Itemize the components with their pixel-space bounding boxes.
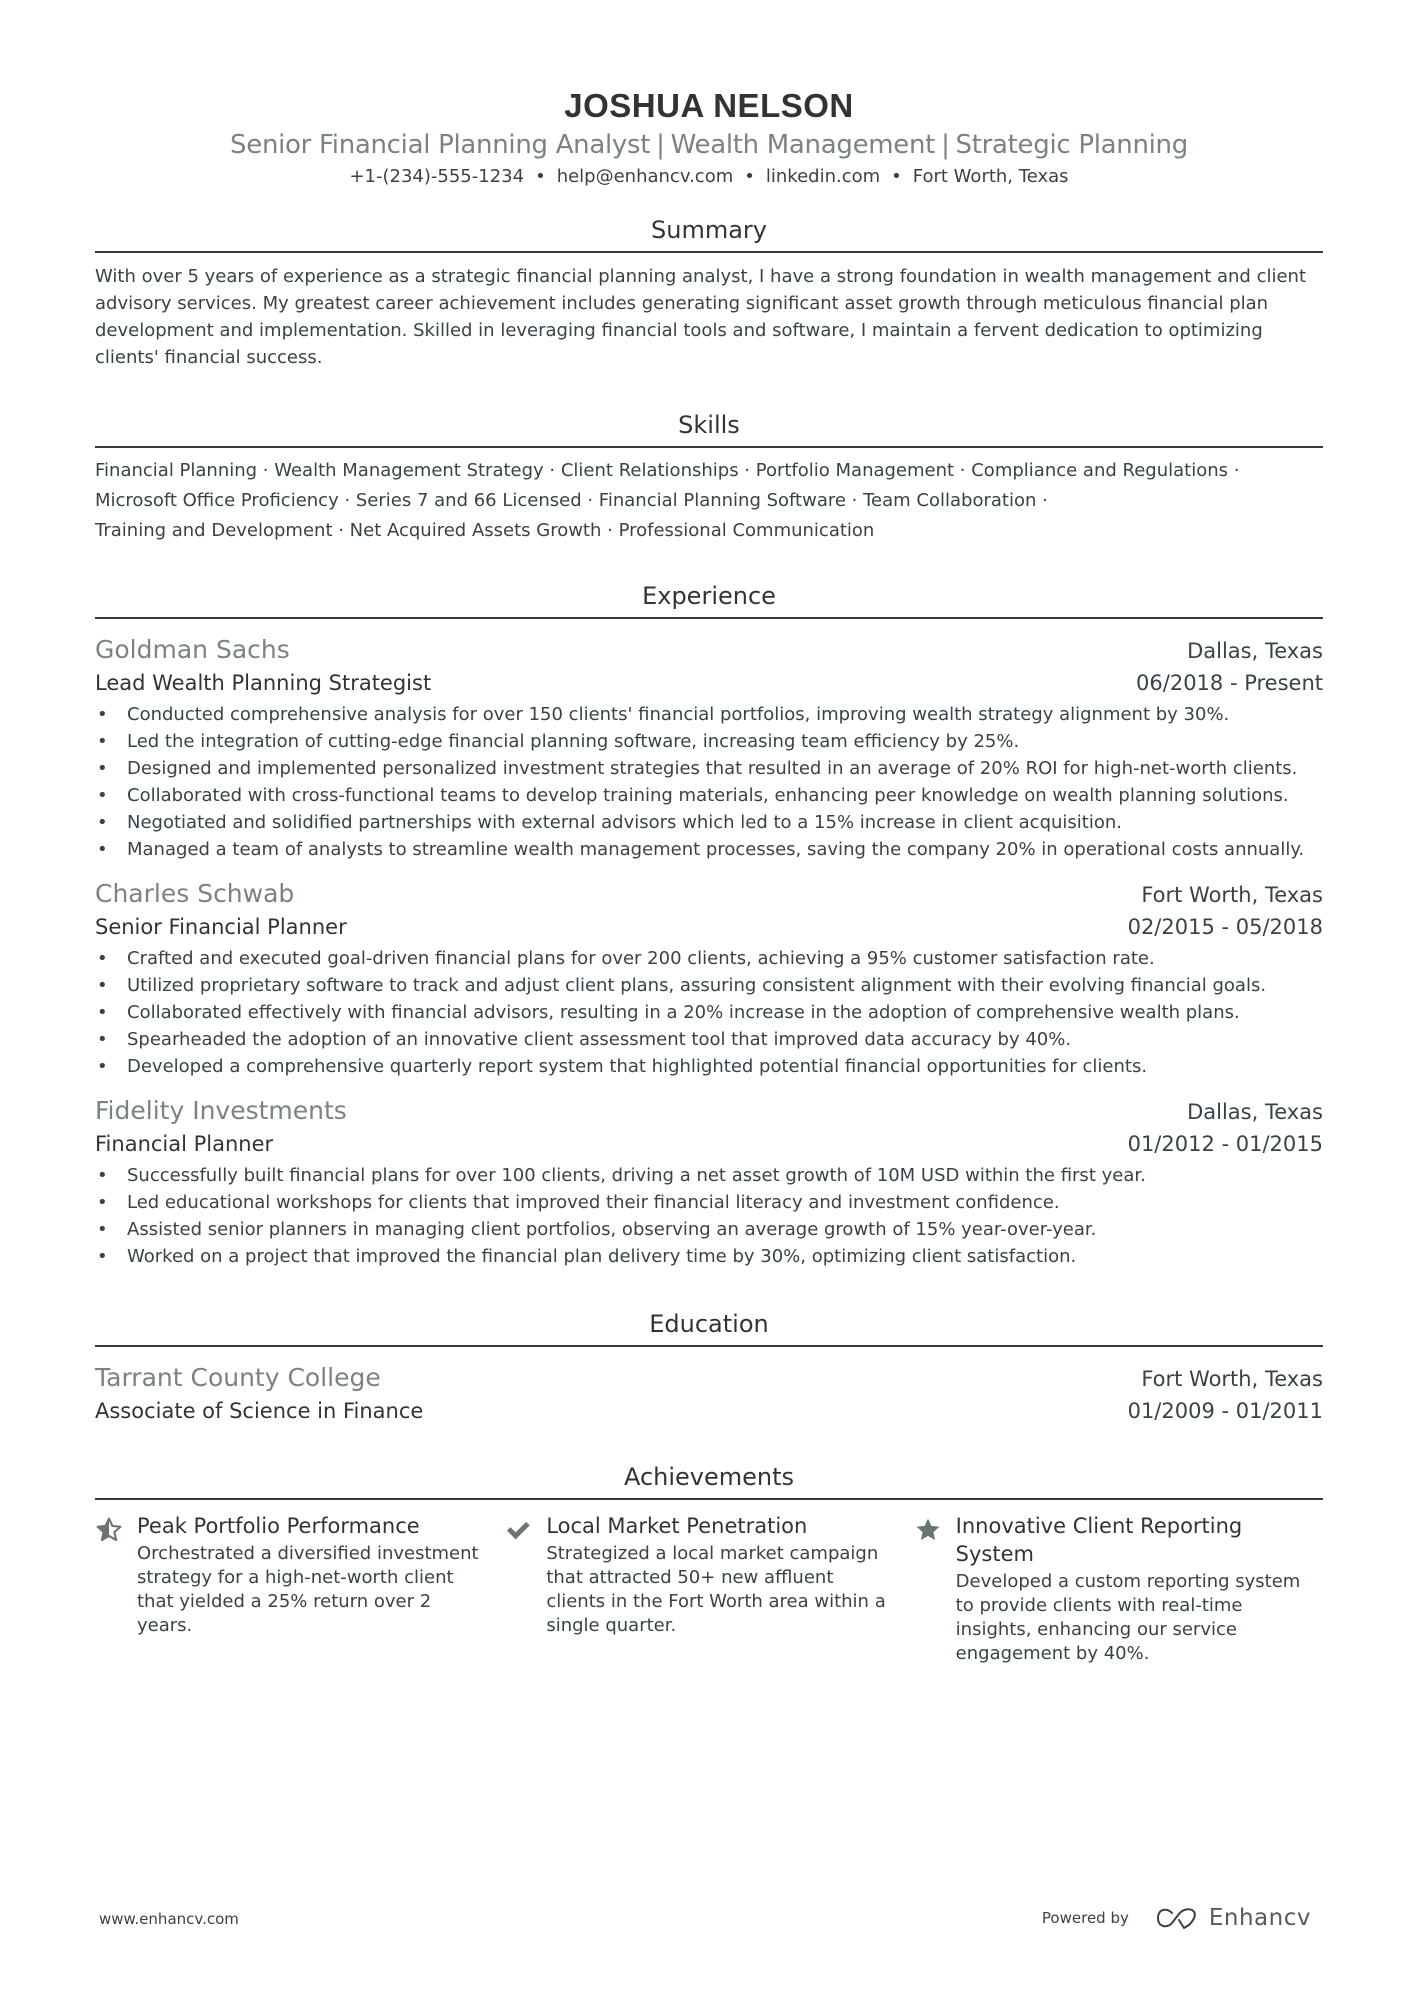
achievement-description: Strategized a local market campaign that attracted 50+ new affluent clients in the Fort Worth area within a single quarter. xyxy=(546,1543,886,1636)
star-half-icon xyxy=(95,1512,137,1548)
bullet-item: • Conducted comprehensive analysis for over 150 clients' financial portfolios, improving wealth strategy alignment by 30%. xyxy=(95,701,1323,728)
skills-line: Training and Development · Net Acquired Assets Growth · Professional Communication xyxy=(95,520,875,541)
headline-title: Senior Financial Planning Analyst xyxy=(230,130,651,160)
bullet-item: • Utilized proprietary software to track and adjust client plans, assuring consistent alignment with their evolving financial goals. xyxy=(95,972,1323,999)
company-name: Charles Schwab xyxy=(95,879,295,908)
job-title: Financial Planner xyxy=(95,1132,274,1156)
bullet-item: • Managed a team of analysts to streamline wealth management processes, saving the company 20% in operational costs annually. xyxy=(95,836,1323,863)
school-location: Fort Worth, Texas xyxy=(1141,1367,1323,1391)
headline-separator: | xyxy=(656,130,665,160)
star-icon xyxy=(914,1512,956,1548)
contact-phone[interactable]: +1-(234)-555-1234 xyxy=(349,166,525,187)
powered-by[interactable] xyxy=(1042,1905,1311,1931)
education-dates: 01/2009 - 01/2011 xyxy=(1127,1399,1323,1423)
achievement-description: Orchestrated a diversified investment strategy for a high-net-worth client that yielded a 25% return over 2 years. xyxy=(137,1543,479,1636)
summary-section xyxy=(95,214,1323,371)
bullet-item: • Successfully built financial plans for over 100 clients, driving a net asset growth of 10M USD within the first year. xyxy=(95,1162,1323,1189)
achievement-title: Peak Portfolio Performance xyxy=(137,1514,420,1538)
experience-entry xyxy=(95,1094,1323,1270)
skills-line: Microsoft Office Proficiency · Series 7 and 66 Licensed · Financial Planning Software · Team Collaboration · xyxy=(95,490,1048,511)
candidate-name: JOSHUA NELSON xyxy=(564,87,854,124)
section-title-education: Education xyxy=(95,1308,1323,1347)
bullet-item: • Negotiated and solidified partnerships with external advisors which led to a 15% increase in client acquisition. xyxy=(95,809,1323,836)
job-location: Dallas, Texas xyxy=(1187,639,1323,663)
bullet-item: • Assisted senior planners in managing client portfolios, observing an average growth of 15% year-over-year. xyxy=(95,1216,1323,1243)
bullet-item: • Spearheaded the adoption of an innovative client assessment tool that improved data accuracy by 40%. xyxy=(95,1026,1323,1053)
contact-info xyxy=(95,164,1323,190)
contact-separator: • xyxy=(535,166,546,187)
job-title: Senior Financial Planner xyxy=(95,915,347,939)
bullet-item: • Collaborated with cross-functional teams to develop training materials, enhancing peer knowledge on wealth planning solutions. xyxy=(95,782,1323,809)
resume-header xyxy=(95,0,1323,190)
job-bullets xyxy=(95,701,1323,863)
bullet-item: • Crafted and executed goal-driven financial plans for over 200 clients, achieving a 95% customer satisfaction rate. xyxy=(95,945,1323,972)
page-footer xyxy=(99,1905,1311,1935)
achievement-title: Innovative Client Reporting System xyxy=(955,1514,1243,1566)
job-bullets xyxy=(95,1162,1323,1270)
experience-entry xyxy=(95,633,1323,863)
education-entry xyxy=(95,1361,1323,1427)
job-dates: 06/2018 - Present xyxy=(1136,671,1323,695)
job-dates: 02/2015 - 05/2018 xyxy=(1127,915,1323,939)
bullet-item: • Worked on a project that improved the financial plan delivery time by 30%, optimizing client satisfaction. xyxy=(95,1243,1323,1270)
job-dates: 01/2012 - 01/2015 xyxy=(1127,1132,1323,1156)
job-location: Fort Worth, Texas xyxy=(1141,883,1323,907)
company-name: Fidelity Investments xyxy=(95,1096,347,1125)
contact-email[interactable]: help@enhancv.com xyxy=(556,166,734,187)
headline-focus-1: Wealth Management xyxy=(670,130,936,160)
job-title: Lead Wealth Planning Strategist xyxy=(95,671,432,695)
achievement-title: Local Market Penetration xyxy=(546,1514,808,1538)
bullet-item: • Developed a comprehensive quarterly report system that highlighted potential financial opportunities for clients. xyxy=(95,1053,1323,1080)
achievement-item xyxy=(504,1512,913,1666)
headline-separator: | xyxy=(941,130,950,160)
degree: Associate of Science in Finance xyxy=(95,1399,424,1423)
achievements-section xyxy=(95,1461,1323,1666)
headline-focus-2: Strategic Planning xyxy=(955,130,1188,160)
achievement-description: Developed a custom reporting system to provide clients with real-time insights, enhancing our service engagement by 40%. xyxy=(955,1571,1301,1664)
bullet-item: • Collaborated effectively with financial advisors, resulting in a 20% increase in the adoption of comprehensive wealth plans. xyxy=(95,999,1323,1026)
enhancv-brand-name: Enhancv xyxy=(1208,1905,1311,1931)
contact-separator: • xyxy=(891,166,902,187)
job-location: Dallas, Texas xyxy=(1187,1100,1323,1124)
school-name: Tarrant County College xyxy=(95,1363,381,1392)
section-title-achievements: Achievements xyxy=(95,1461,1323,1500)
achievement-item xyxy=(914,1512,1323,1666)
achievement-item xyxy=(95,1512,504,1666)
bullet-item: • Led educational workshops for clients that improved their financial literacy and investment confidence. xyxy=(95,1189,1323,1216)
enhancv-logo-icon xyxy=(1155,1906,1201,1930)
section-title-skills: Skills xyxy=(95,409,1323,448)
checkmark-icon xyxy=(504,1512,546,1548)
headline xyxy=(95,128,1323,162)
section-title-experience: Experience xyxy=(95,580,1323,619)
education-section xyxy=(95,1308,1323,1427)
contact-linkedin[interactable]: linkedin.com xyxy=(765,166,881,187)
experience-entry xyxy=(95,877,1323,1080)
bullet-item: • Designed and implemented personalized investment strategies that resulted in an average of 20% ROI for high-net-worth clients. xyxy=(95,755,1323,782)
experience-section xyxy=(95,580,1323,1270)
resume-page xyxy=(95,0,1323,1666)
skills-section xyxy=(95,409,1323,546)
powered-by-label: Powered by xyxy=(1041,1909,1129,1927)
skills-line: Financial Planning · Wealth Management Strategy · Client Relationships · Portfolio Management · Compliance and Regulations · xyxy=(95,460,1240,481)
job-bullets xyxy=(95,945,1323,1080)
section-title-summary: Summary xyxy=(95,214,1323,253)
summary-text: With over 5 years of experience as a strategic financial planning analyst, I have a strong foundation in wealth management and client advisory services. My greatest career achievement includes generating significant asset growth through meticulous financial plan development and implementation. Skilled in leveraging financial tools and software, I maintain a fervent dedication to optimizing clients' financial success. xyxy=(95,266,1307,368)
contact-location: Fort Worth, Texas xyxy=(912,166,1069,187)
bullet-item: • Led the integration of cutting-edge financial planning software, increasing team efficiency by 25%. xyxy=(95,728,1323,755)
contact-separator: • xyxy=(744,166,755,187)
footer-website-link[interactable]: www.enhancv.com xyxy=(99,1910,239,1928)
company-name: Goldman Sachs xyxy=(95,635,290,664)
